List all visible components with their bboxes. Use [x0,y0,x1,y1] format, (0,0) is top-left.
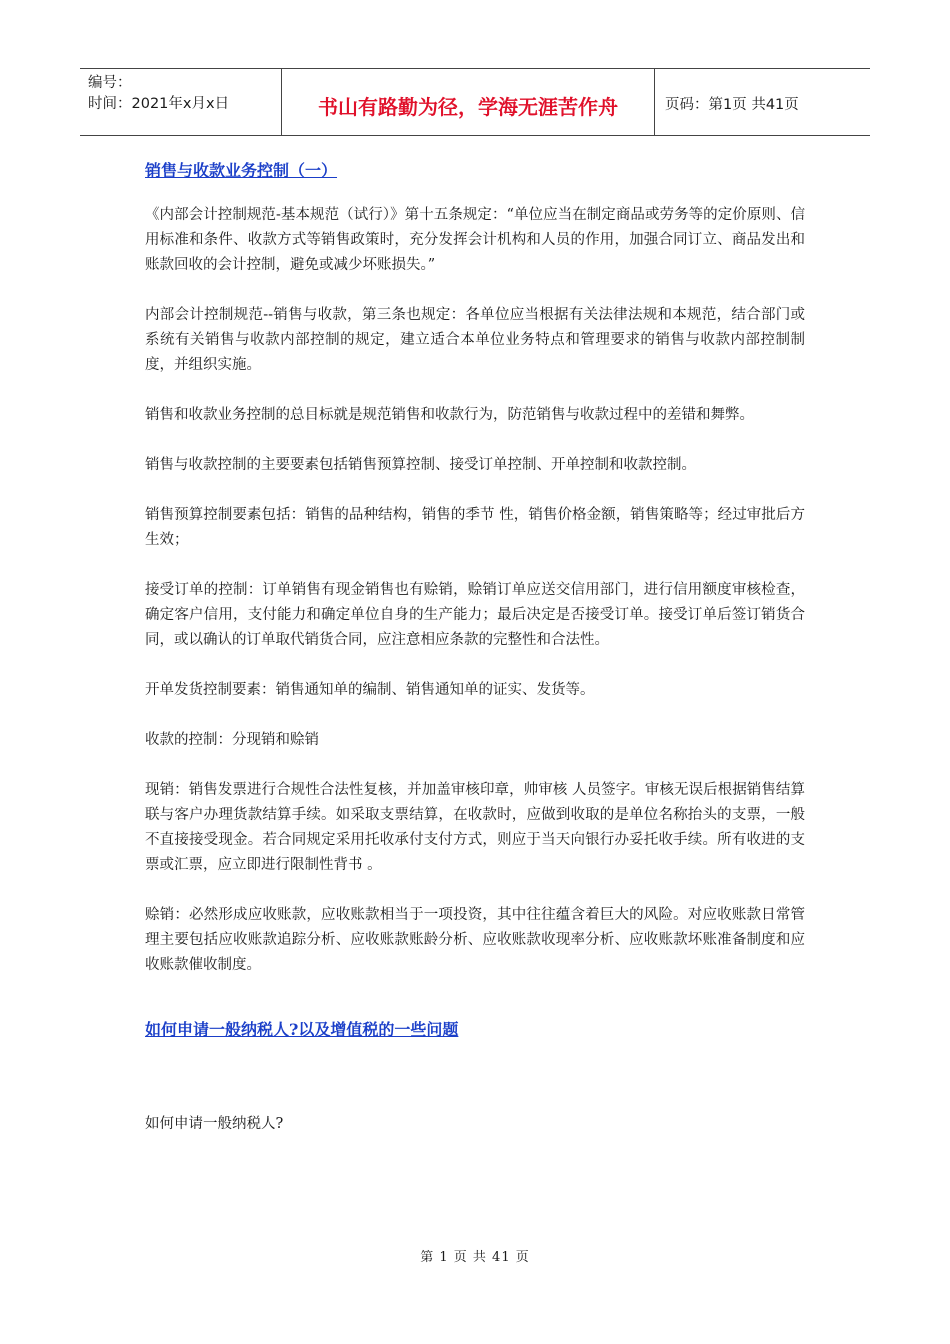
paragraph: 销售与收款控制的主要要素包括销售预算控制、接受订单控制、开单控制和收款控制。 [145,457,696,473]
document-number-label: 编号： [88,75,132,91]
paragraph-question: 如何申请一般纳税人? [145,1116,284,1132]
document-body [145,158,805,1162]
paragraph: 销售预算控制要素包括：销售的品种结构，销售的季节 性，销售价格金额，销售策略等；经过审批后方生效； [145,507,805,548]
header-meta [80,69,282,135]
paragraph: 接受订单的控制：订单销售有现金销售也有赊销，赊销订单应送交信用部门，进行信用额度审核检查，确定客户信用，支付能力和确定单位自身的生产能力；最后决定是否接受订单。接受订单后签订销货合同，或以确认的订单取代销货合同，应注意相应条款的完整性和合法性。 [145,582,805,648]
header-motto: 书山有路勤为径，学海无涯苦作舟 [282,69,655,135]
paragraph: 《内部会计控制规范-基本规范（试行）》第十五条规定：“单位应当在制定商品或劳务等的定价原则、信用标准和条件、收款方式等销售政策时，充分发挥会计机构和人员的作用，加强合同订立、商品发出和账款回收的会计控制，避免或减少坏账损失。” [145,207,805,273]
paragraph: 现销：销售发票进行合规性合法性复核，并加盖审核印章，帅审核 人员签字。审核无误后根据销售结算联与客户办理货款结算手续。如采取支票结算，在收款时，应做到收取的是单位名称抬头的支票，一般不直接接受现金。若合同规定采用托收承付支付方式，则应于当天向银行办妥托收手续。所有收进的支票或汇票，应立即进行限制性背书 。 [145,782,805,873]
page-header [80,68,870,136]
paragraph: 销售和收款业务控制的总目标就是规范销售和收款行为，防范销售与收款过程中的差错和舞弊。 [145,407,754,423]
article-title-link-taxpayer[interactable]: 如何申请一般纳税人?以及增值税的一些问题 [145,1020,459,1039]
paragraph: 内部会计控制规范--销售与收款，第三条也规定：各单位应当根据有关法律法规和本规范，结合部门或系统有关销售与收款内部控制的规定，建立适合本单位业务特点和管理要求的销售与收款内部控制制度，并组织实施。 [145,307,805,373]
article-title-link-sales[interactable]: 销售与收款业务控制（一） [145,161,338,180]
document-time-label: 时间：2021年x月x日 [88,96,230,112]
paragraph: 赊销：必然形成应收账款，应收账款相当于一项投资，其中往往蕴含着巨大的风险。对应收账款日常管理主要包括应收账款追踪分析、应收账款账龄分析、应收账款收现率分析、应收账款坏账准备制度和应收账款催收制度。 [145,907,805,973]
header-page-info: 页码：第1页 共41页 [665,96,799,113]
page-footer: 第 1 页 共 41 页 [420,1250,530,1265]
paragraph: 收款的控制：分现销和赊销 [145,732,319,748]
paragraph: 开单发货控制要素：销售通知单的编制、销售通知单的证实、发货等。 [145,682,595,698]
